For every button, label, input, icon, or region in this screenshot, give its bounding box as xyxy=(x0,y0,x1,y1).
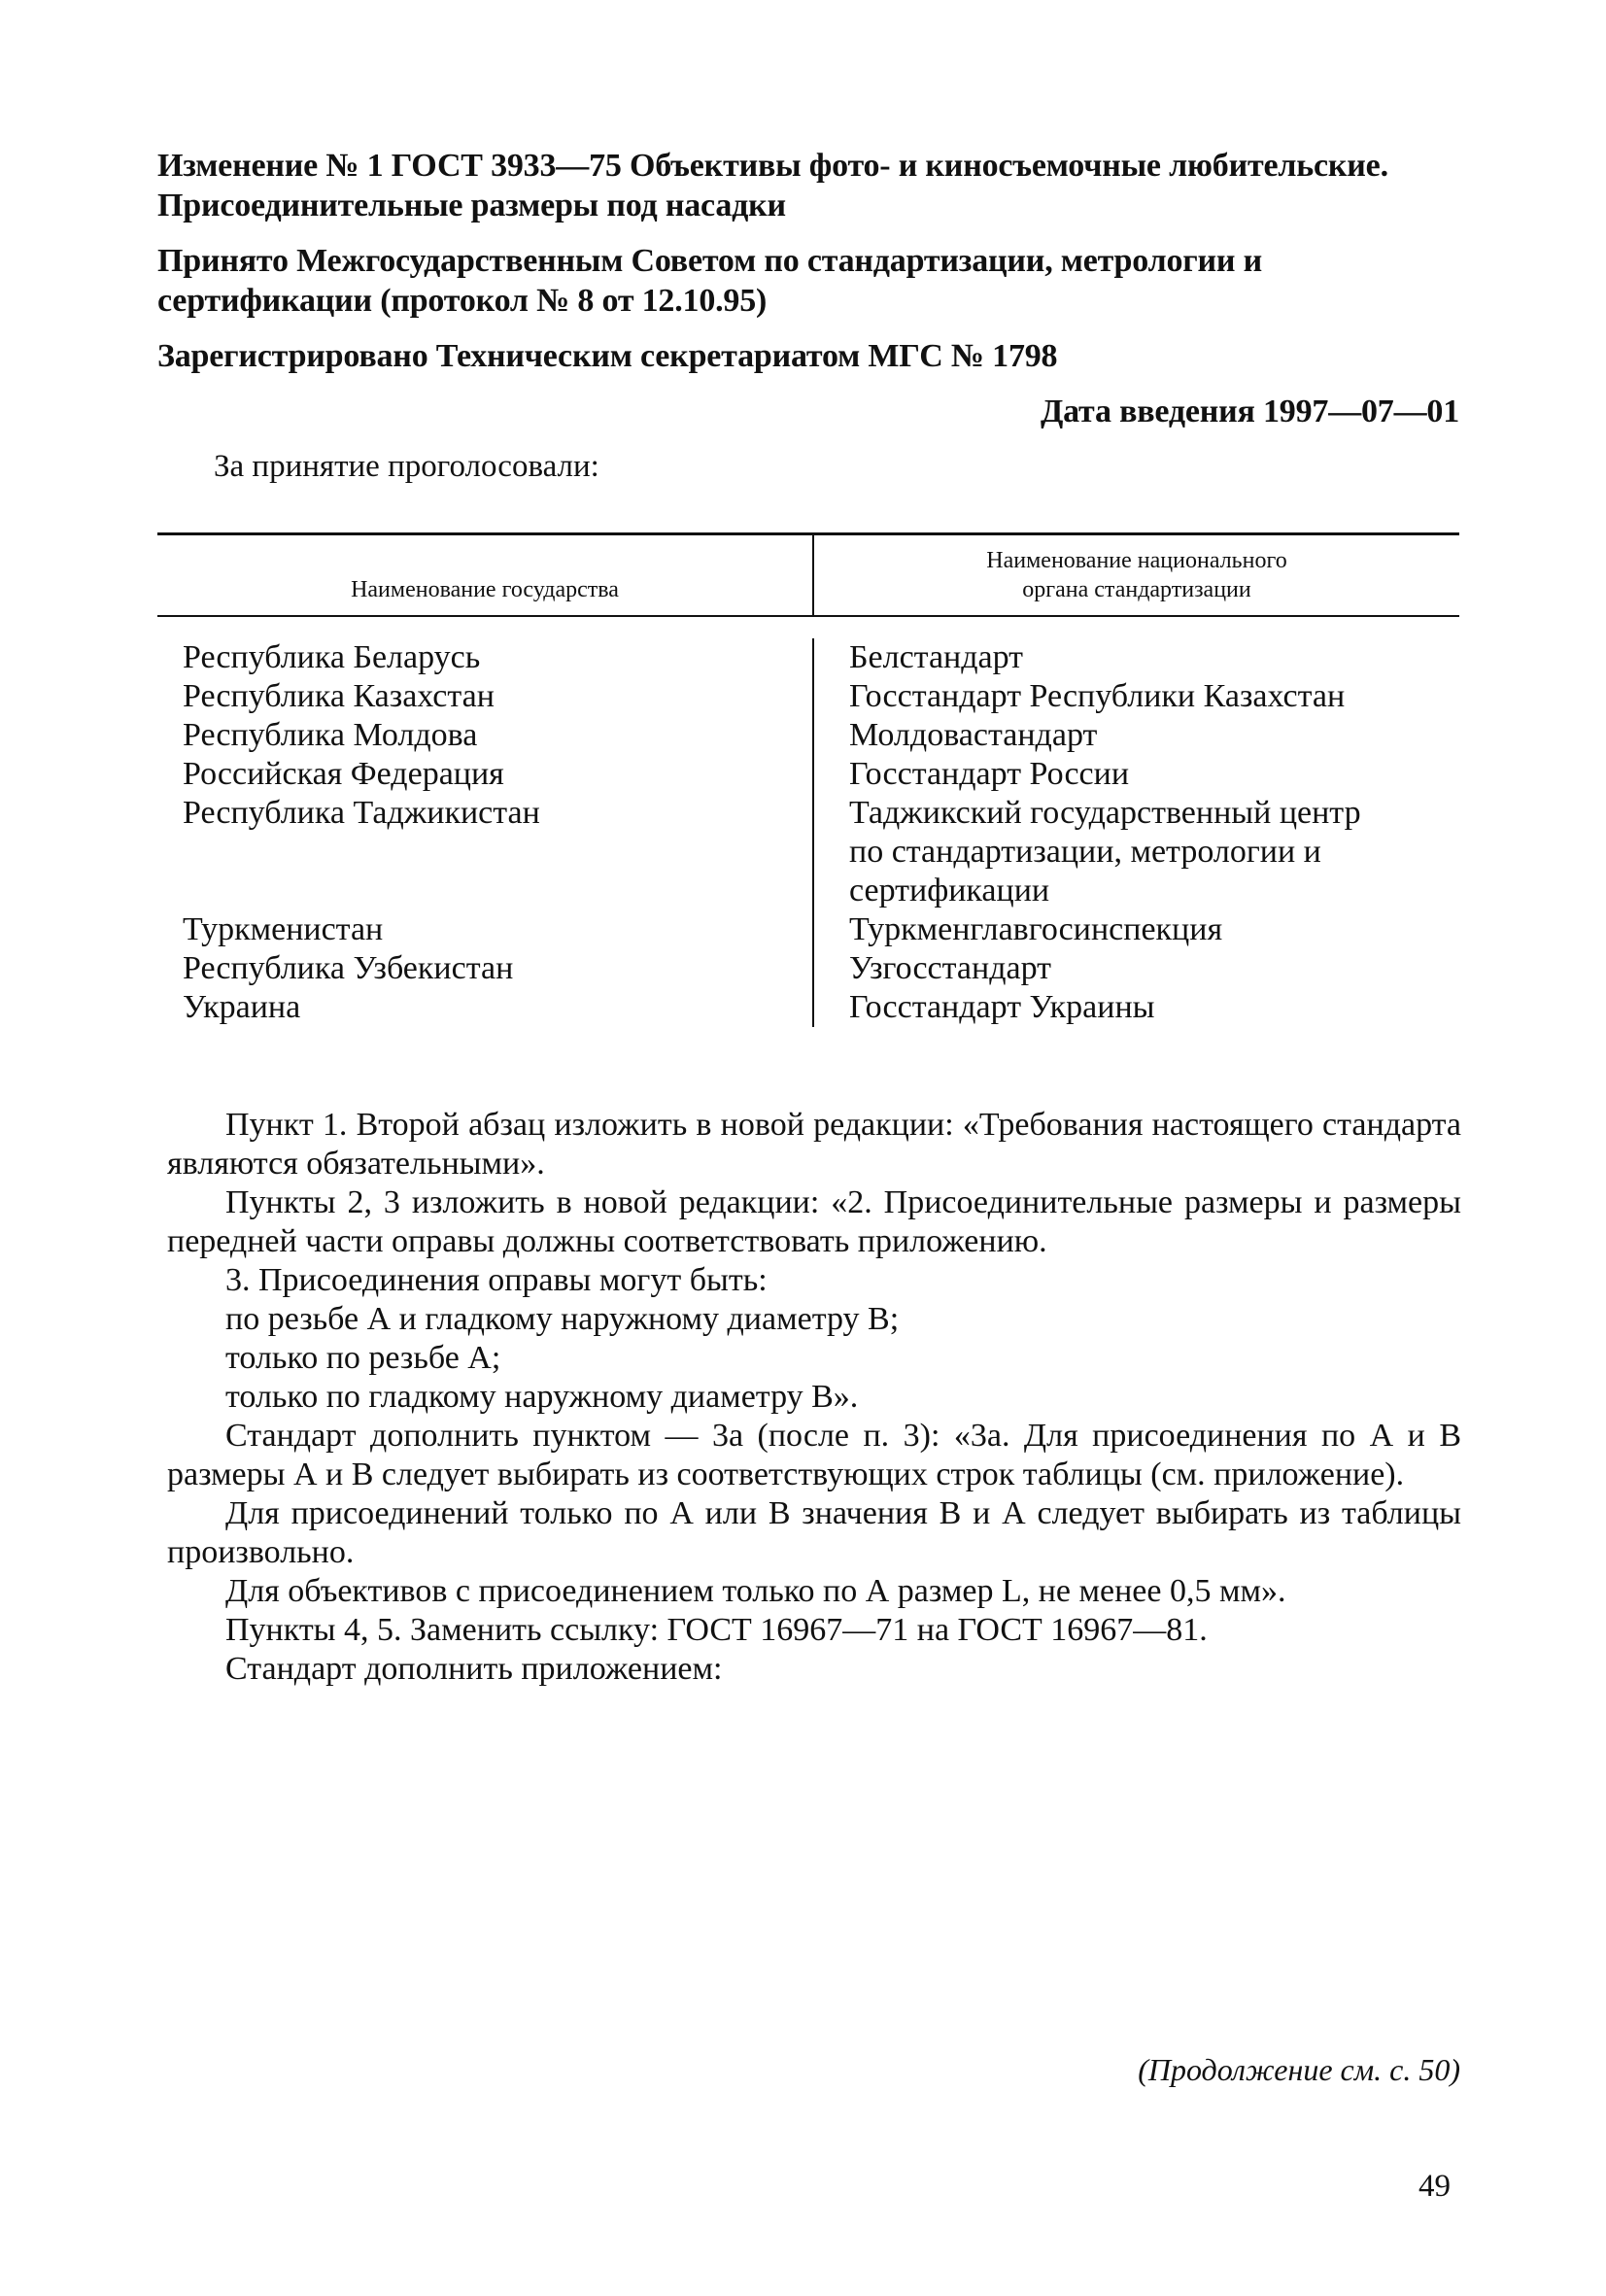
body-cell: Таджикский государственный центр xyxy=(849,795,1361,831)
body-cell: по стандартизации, метрологии и xyxy=(849,834,1321,870)
header-state: Наименование государства xyxy=(157,535,814,615)
bodies-column xyxy=(814,638,1459,1027)
document-header xyxy=(157,146,1459,447)
paragraph: Для присоединений только по А или В значения В и А следует выбирать из таблицы произвольно. xyxy=(167,1495,1461,1570)
header-body-line1: Наименование национального xyxy=(986,548,1287,573)
body-cell: Туркменглавгосинспекция xyxy=(849,911,1223,947)
state-cell: Республика Молдова xyxy=(183,717,478,753)
paragraph: Пункты 2, 3 изложить в новой редакции: «2. Присоединительные размеры и размеры передней части оправы должны соответствовать приложению. xyxy=(167,1184,1461,1259)
body-cell: Госстандарт Республики Казахстан xyxy=(849,678,1346,714)
paragraph: только по резьбе А; xyxy=(225,1340,501,1376)
registration-note: Зарегистрировано Техническим секретариатом МГС № 1798 xyxy=(157,338,1058,374)
amendment-title: Изменение № 1 ГОСТ 3933—75 Объективы фото- и киносъемочные любительские. Присоединительные размеры под насадки xyxy=(157,148,1388,223)
paragraph: Для объективов с присоединением только по А размер L, не менее 0,5 мм». xyxy=(225,1573,1286,1609)
states-table xyxy=(157,532,1459,1027)
paragraph: Пункт 1. Второй абзац изложить в новой редакции: «Требования настоящего стандарта являются обязательными». xyxy=(167,1107,1461,1182)
state-cell: Российская Федерация xyxy=(183,756,504,792)
body-cell: сертификации xyxy=(849,873,1050,908)
paragraph: по резьбе А и гладкому наружному диаметру В; xyxy=(225,1301,900,1337)
state-cell: Республика Казахстан xyxy=(183,678,495,714)
body-cell: Узгосстандарт xyxy=(849,950,1052,986)
states-column xyxy=(157,638,814,1027)
voted-label: За принятие проголосовали: xyxy=(214,449,599,484)
header-body xyxy=(814,535,1459,615)
body-cell: Госстандарт России xyxy=(849,756,1130,792)
page-number: 49 xyxy=(1418,2169,1451,2204)
effective-date: Дата введения 1997—07—01 xyxy=(1040,394,1459,429)
header-body-line2: органа стандартизации xyxy=(1022,577,1251,602)
state-cell: Республика Таджикистан xyxy=(183,795,540,831)
paragraph: только по гладкому наружному диаметру В». xyxy=(225,1379,859,1415)
body-cell: Молдовастандарт xyxy=(849,717,1098,753)
paragraph: 3. Присоединения оправы могут быть: xyxy=(225,1262,768,1298)
body-cell: Госстандарт Украины xyxy=(849,989,1155,1025)
continuation-note: (Продолжение см. с. 50) xyxy=(1138,2052,1460,2087)
state-cell: Республика Узбекистан xyxy=(183,950,514,986)
paragraph: Пункты 4, 5. Заменить ссылку: ГОСТ 16967—71 на ГОСТ 16967—81. xyxy=(225,1612,1208,1648)
paragraph: Стандарт дополнить пунктом — 3а (после п. 3): «3а. Для присоединения по А и В размеры А и В следует выбирать из соответствующих строк таблицы (см. приложение). xyxy=(167,1418,1461,1492)
state-cell: Республика Беларусь xyxy=(183,639,481,675)
paragraph: Стандарт дополнить приложением: xyxy=(225,1651,723,1687)
amendment-text xyxy=(167,1106,1461,1689)
state-cell: Туркменистан xyxy=(183,911,384,947)
body-cell: Белстандарт xyxy=(849,639,1024,675)
state-cell: Украина xyxy=(183,989,301,1025)
table-body xyxy=(157,617,1459,1027)
table-header xyxy=(157,535,1459,617)
adoption-note: Принято Межгосударственным Советом по стандартизации, метрологии и сертификации (протокол № 8 от 12.10.95) xyxy=(157,243,1263,319)
